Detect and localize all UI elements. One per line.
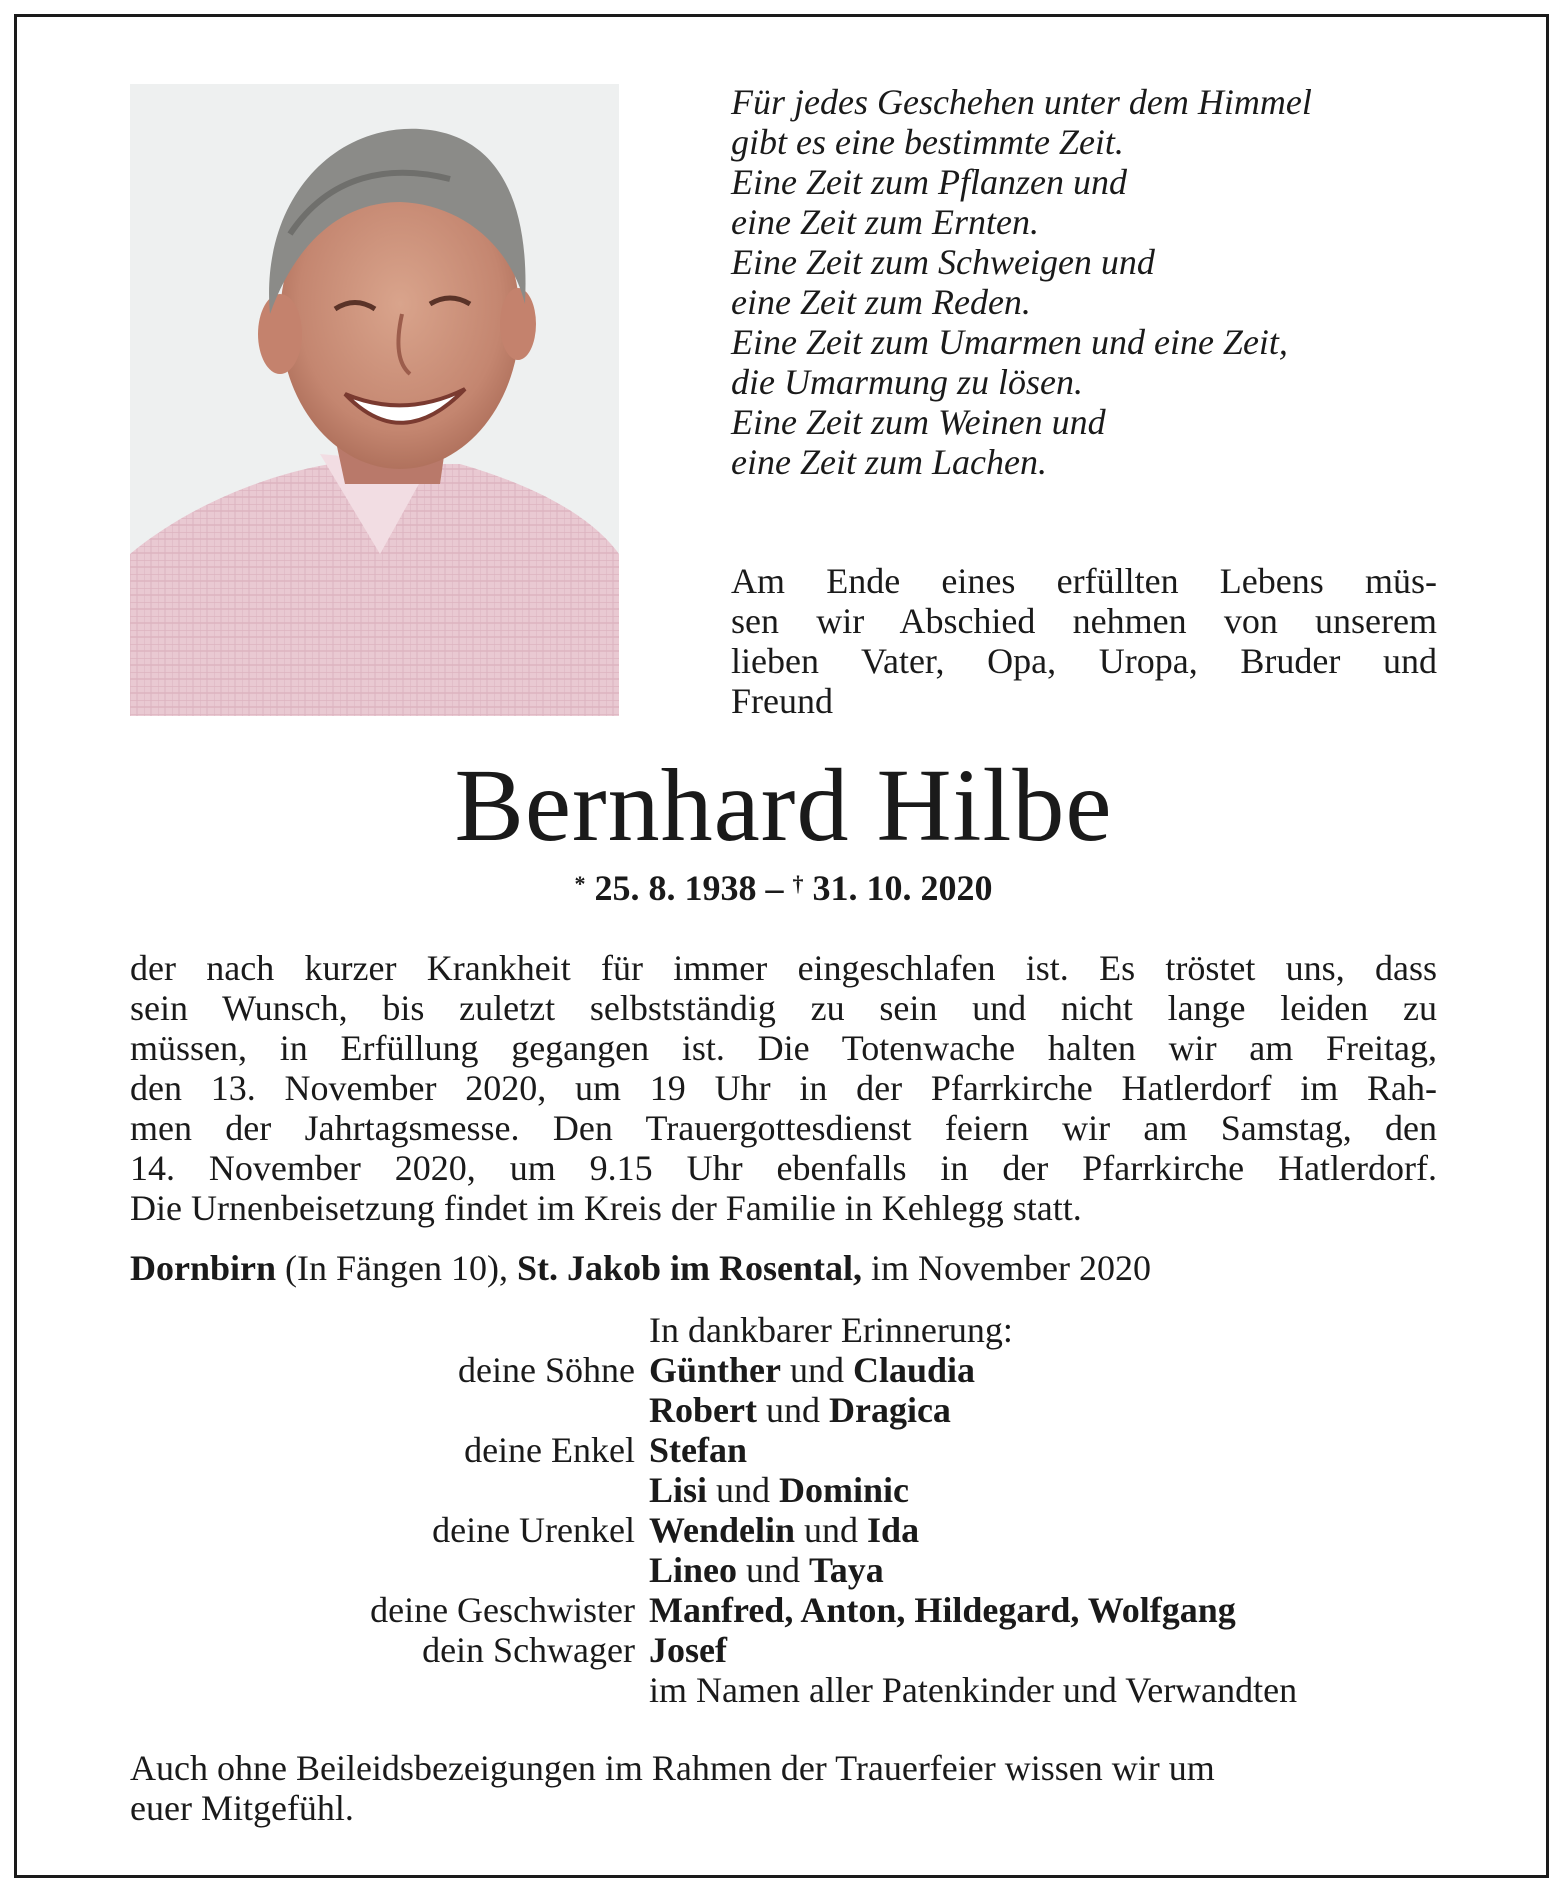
- life-dates: [0, 866, 1567, 910]
- conjunction: und: [707, 1470, 780, 1510]
- birth-date: 25. 8. 1938: [594, 868, 757, 908]
- family-name: Stefan: [649, 1430, 747, 1470]
- family-name: Ida: [867, 1510, 920, 1550]
- intro-text: [731, 561, 1437, 721]
- body-line: Die Urnenbeisetzung findet im Kreis der Familie in Kehlegg statt.: [130, 1188, 1082, 1228]
- siblings-label: deine Geschwister: [370, 1590, 635, 1630]
- intro-line: Freund: [731, 681, 833, 721]
- great-grandchildren-label: deine Urenkel: [432, 1510, 635, 1550]
- poem-line: eine Zeit zum Reden.: [731, 282, 1031, 322]
- closing-line: Auch ohne Beileidsbezeigungen im Rahmen der Trauerfeier wissen wir um: [130, 1748, 1215, 1788]
- poem-line: Für jedes Geschehen unter dem Himmel: [731, 82, 1312, 122]
- body-line: müssen, in Erfüllung gegangen ist. Die Totenwache halten wir am Freitag,: [130, 1028, 1437, 1068]
- sons-line-2: [649, 1390, 951, 1430]
- intro-line: sen wir Abschied nehmen von unserem: [731, 601, 1437, 641]
- poem: [731, 82, 1451, 482]
- family-name: Manfred, Anton, Hildegard, Wolfgang: [649, 1590, 1236, 1630]
- memory-line: In dankbarer Erinnerung:: [649, 1310, 1013, 1350]
- poem-line: eine Zeit zum Lachen.: [731, 442, 1047, 482]
- family-signatures: [130, 1310, 1450, 1710]
- conjunction: und: [756, 1390, 829, 1430]
- grandchildren-line-1: [649, 1430, 747, 1470]
- great-grandchildren-line-1: [649, 1510, 919, 1550]
- place-date: im November 2020: [862, 1248, 1151, 1288]
- family-name: Claudia: [853, 1350, 976, 1390]
- poem-line: eine Zeit zum Ernten.: [731, 202, 1039, 242]
- birth-symbol: *: [574, 871, 586, 896]
- family-name: Dragica: [828, 1390, 951, 1430]
- conjunction: und: [795, 1510, 868, 1550]
- deceased-name: Bernhard Hilbe: [454, 748, 1113, 863]
- family-name: Josef: [649, 1630, 727, 1670]
- sons-line-1: [649, 1350, 975, 1390]
- family-name: Dominic: [779, 1470, 910, 1510]
- poem-line: die Umarmung zu lösen.: [731, 362, 1083, 402]
- body-line: men der Jahrtagsmesse. Den Trauergottesdienst feiern wir am Samstag, den: [130, 1108, 1437, 1148]
- poem-line: Eine Zeit zum Pflanzen und: [731, 162, 1127, 202]
- poem-line: Eine Zeit zum Weinen und: [731, 402, 1106, 442]
- grandchildren-label: deine Enkel: [464, 1430, 635, 1470]
- body-line: den 13. November 2020, um 19 Uhr in der Pfarrkirche Hatlerdorf im Rah-: [130, 1068, 1437, 1108]
- portrait-photo: [130, 84, 619, 716]
- poem-line: Eine Zeit zum Schweigen und: [731, 242, 1155, 282]
- family-name: Wendelin: [649, 1510, 796, 1550]
- place-city-2: St. Jakob im Rosental,: [516, 1248, 863, 1288]
- intro-line: lieben Vater, Opa, Uropa, Bruder und: [731, 641, 1437, 681]
- portrait-image: [130, 84, 619, 716]
- intro-line: Am Ende eines erfüllten Lebens müs-: [731, 561, 1437, 601]
- great-grandchildren-line-2: [649, 1550, 884, 1590]
- family-name: Lineo: [649, 1550, 738, 1590]
- brother-in-law-label: dein Schwager: [422, 1630, 635, 1670]
- conjunction: und: [737, 1550, 810, 1590]
- others-line: im Namen aller Patenkinder und Verwandten: [649, 1670, 1298, 1710]
- brother-in-law-line: [649, 1630, 727, 1670]
- body-line: 14. November 2020, um 9.15 Uhr ebenfalls in der Pfarrkirche Hatlerdorf.: [130, 1148, 1437, 1188]
- closing-text: [130, 1748, 1450, 1828]
- family-name: Taya: [809, 1550, 884, 1590]
- place-address: (In Fängen 10),: [276, 1248, 517, 1288]
- body-text: [130, 948, 1437, 1228]
- family-name: Robert: [649, 1390, 757, 1430]
- poem-line: gibt es eine bestimmte Zeit.: [731, 122, 1124, 162]
- poem-line: Eine Zeit zum Umarmen und eine Zeit,: [731, 322, 1288, 362]
- body-line: der nach kurzer Krankheit für immer eingeschlafen ist. Es tröstet uns, dass: [130, 948, 1437, 988]
- family-name: Lisi: [649, 1470, 708, 1510]
- sons-label: deine Söhne: [458, 1350, 635, 1390]
- closing-line: euer Mitgefühl.: [130, 1788, 354, 1828]
- body-line: sein Wunsch, bis zuletzt selbstständig zu sein und nicht lange leiden zu: [130, 988, 1437, 1028]
- siblings-line: [649, 1590, 1236, 1630]
- place-and-date: [130, 1248, 1450, 1288]
- death-symbol: †: [792, 871, 804, 896]
- death-date: 31. 10. 2020: [812, 868, 993, 908]
- place-city-1: Dornbirn: [130, 1248, 277, 1288]
- date-separator: –: [765, 868, 784, 908]
- conjunction: und: [781, 1350, 854, 1390]
- family-name: Günther: [649, 1350, 782, 1390]
- grandchildren-line-2: [649, 1470, 909, 1510]
